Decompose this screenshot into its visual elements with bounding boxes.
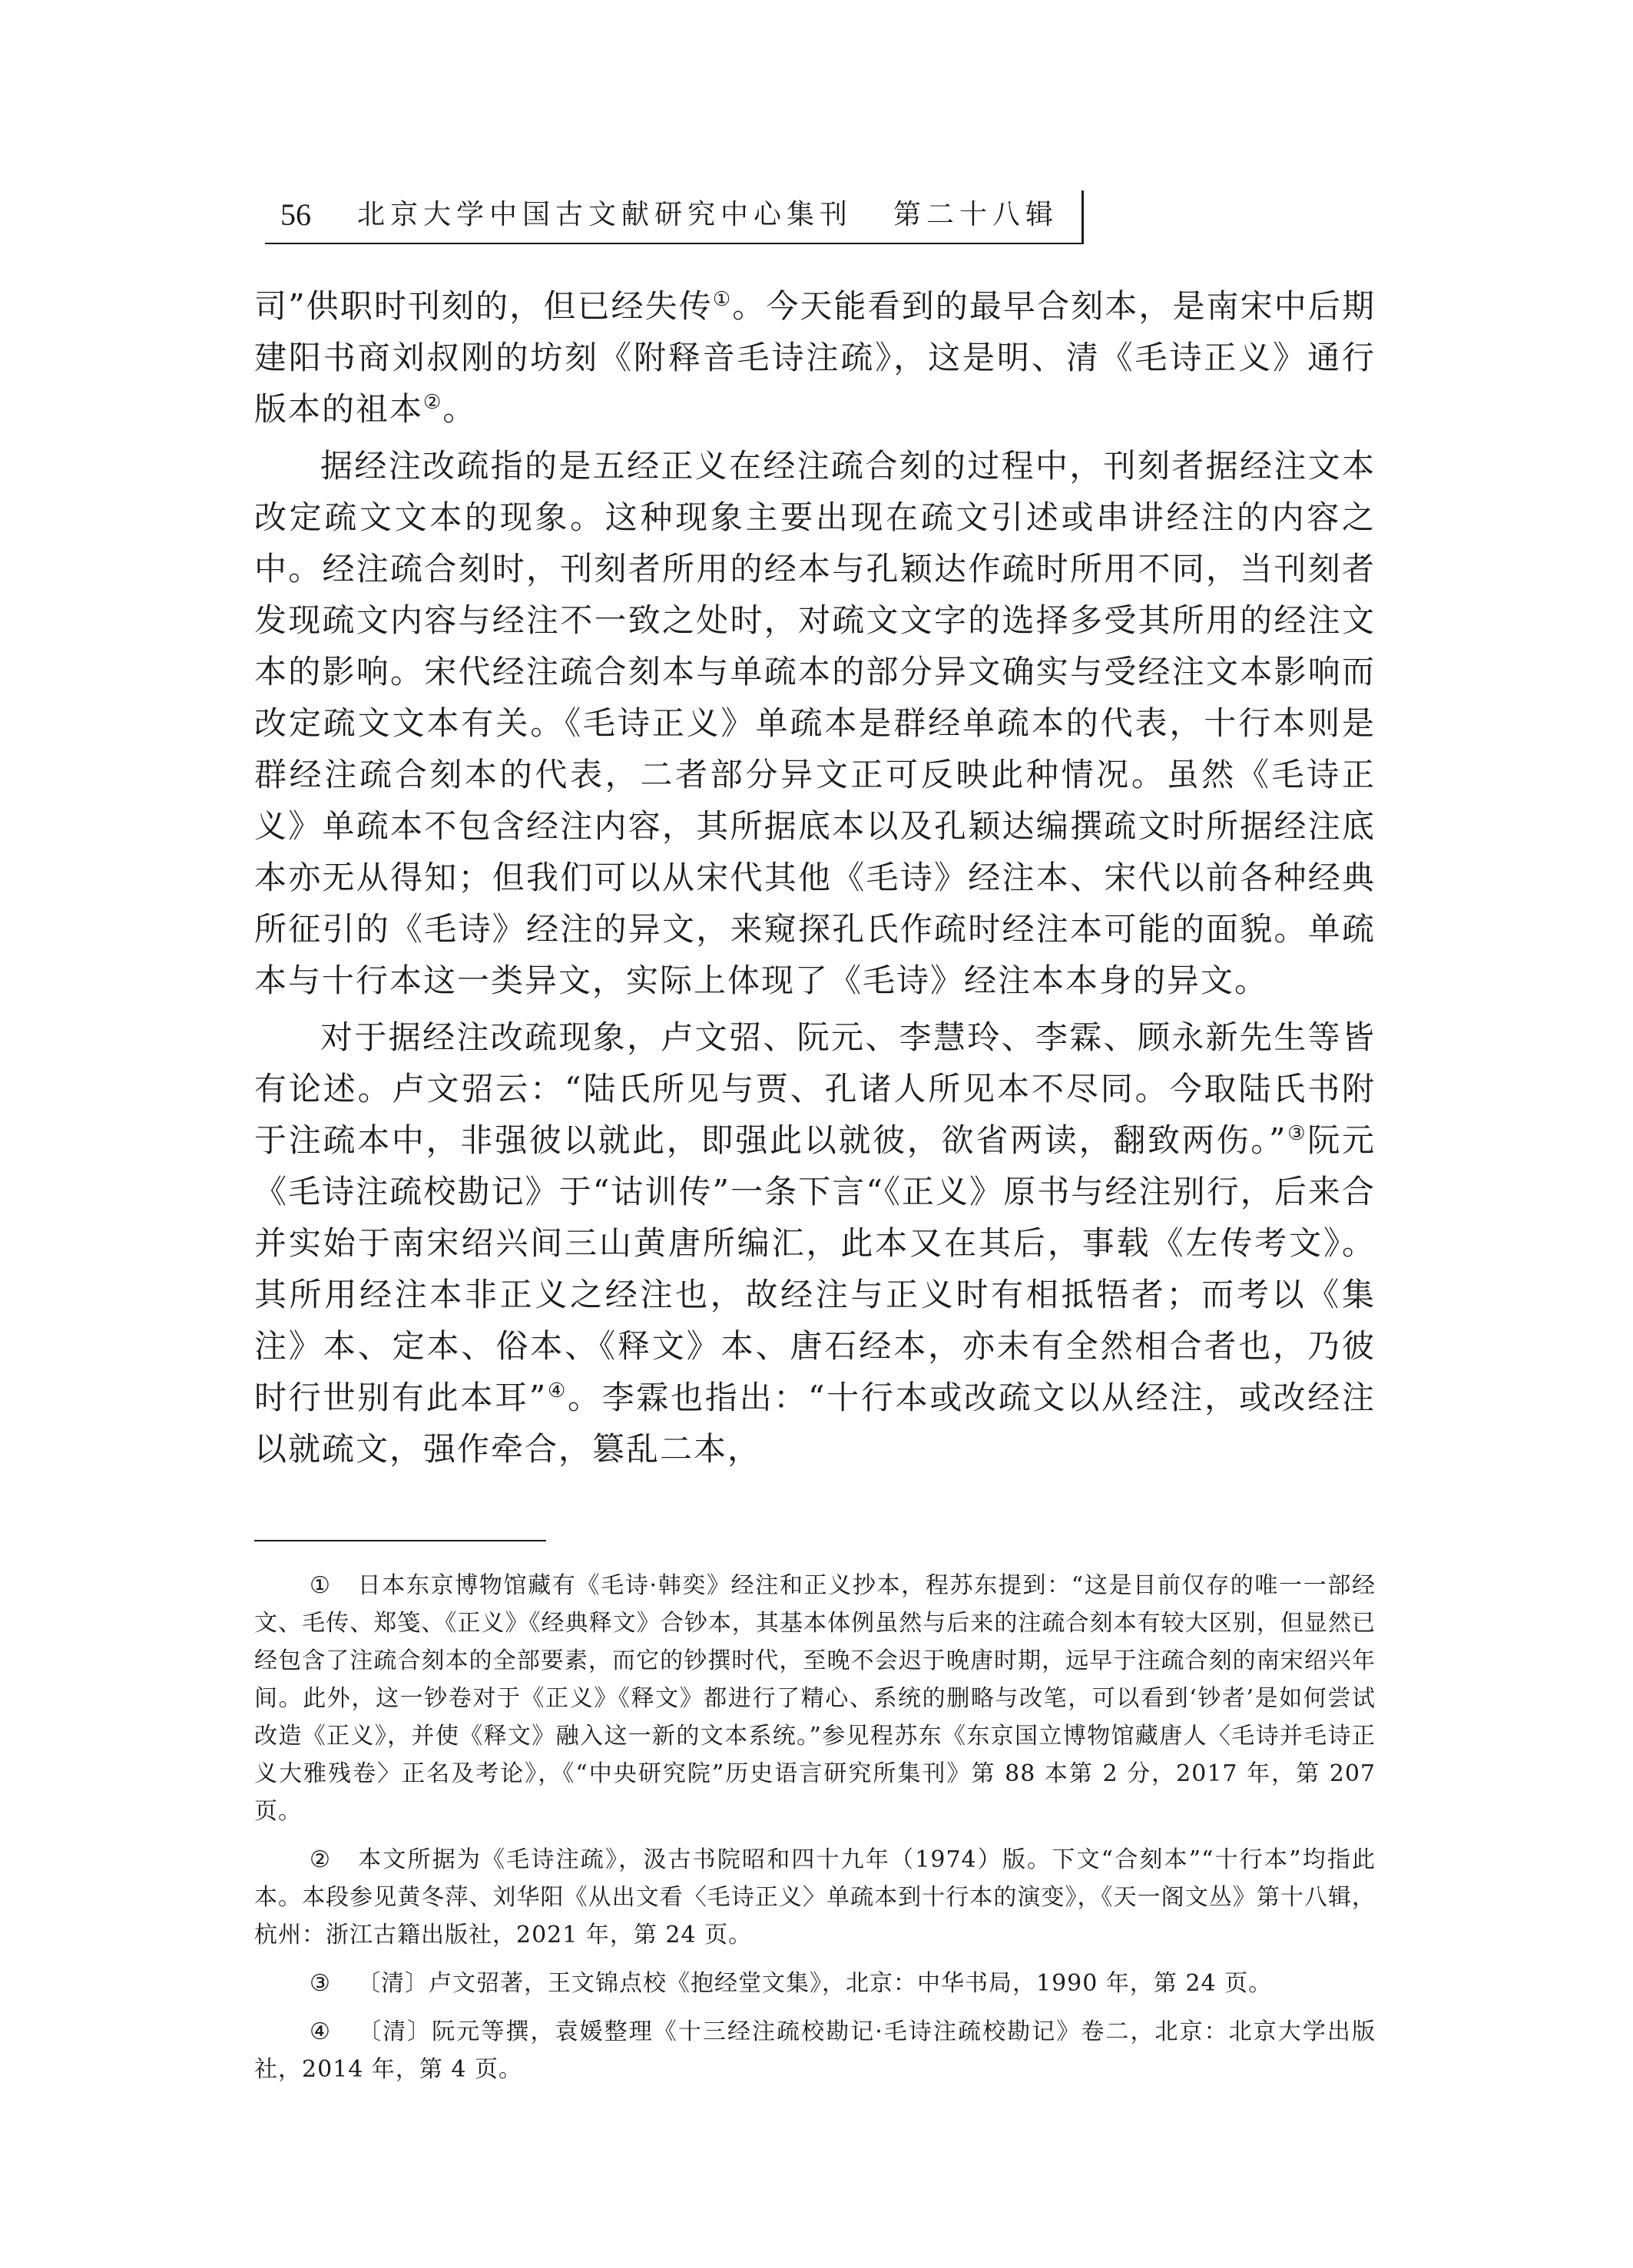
- running-header: [265, 188, 1081, 242]
- footnote-ref-2[interactable]: ②: [423, 391, 443, 414]
- paragraph-text: 对于据经注改疏现象，卢文弨、阮元、李慧玲、李霖、顾永新先生等皆有论述。卢文弨云：“陆氏所见与贾、孔诸人所见本不尽同。今取陆氏书附于注疏本中，非强彼以就此，即强此以就彼，欲省两读，翻致两伤。”: [254, 1018, 1376, 1159]
- footnote-1: [254, 1567, 1376, 1830]
- footnote-ref-3[interactable]: ③: [1287, 1122, 1308, 1145]
- header-rule: [265, 243, 1081, 244]
- page-number: 56: [280, 197, 311, 232]
- paragraph-2: [254, 440, 1376, 1006]
- footnote-3: [254, 1965, 1376, 2002]
- journal-title: 北京大学中国古文献研究中心集刊: [357, 199, 853, 230]
- footnote-mark: ④: [310, 2018, 331, 2045]
- paragraph-text: 据经注改疏指的是五经正义在经注疏合刻的过程中，刊刻者据经注文本改定疏文文本的现象。这种现象主要出现在疏文引述或串讲经注的内容之中。经注疏合刻时，刊刻者所用的经本与孔颖达作疏时所用不同，当刊刻者发现疏文内容与经注不一致之处时，对疏文文字的选择多受其所用的经注文本的影响。宋代经注疏合刻本与单疏本的部分异文确实与受经注文本影响而改定疏文文本有关。《毛诗正义》单疏本是群经单疏本的代表，十行本则是群经注疏合刻本的代表，二者部分异文正可反映此种情况。虽然《毛诗正义》单疏本不包含经注内容，其所据底本以及孔颖达编撰疏文时所据经注底本亦无从得知；但我们可以从宋代其他《毛诗》经注本、宋代以前各种经典所征引的《毛诗》经注的异文，来窥探孔氏作疏时经注本可能的面貌。单疏本与十行本这一类异文，实际上体现了《毛诗》经注本本身的异文。: [254, 447, 1376, 999]
- paragraph-3: [254, 1011, 1376, 1475]
- main-text: [254, 280, 1376, 1480]
- paragraph-text: 。李霖也指出：“十行本或改疏文以从经注，或改经注以就疏文，强作牵合，篡乱二本，: [254, 1379, 1376, 1468]
- paragraph-text: 阮元《毛诗注疏校勘记》于“诂训传”一条下言“《正义》原书与经注别行，后来合并实始于南宋绍兴间三山黄唐所编汇，此本又在其后，事载《左传考文》。其所用经注本非正义之经注也，故经注与正义时有相抵牾者；而考以《集注》本、定本、俗本、《释文》本、唐石经本，亦未有全然相合者也，乃彼时行世别有此本耳”: [254, 1121, 1376, 1416]
- footnote-text: 〔清〕阮元等撰，袁媛整理《十三经注疏校勘记·毛诗注疏校勘记》卷二，北京：北京大学出版社，2014 年，第 4 页。: [254, 2018, 1376, 2083]
- paragraph-text: 。今天能看到的最早合刻本，是南宋中后期建阳书商刘叔刚的坊刻《附释音毛诗注疏》，这是明、清《毛诗正义》通行版本的祖本: [254, 287, 1376, 428]
- footnote-ref-1[interactable]: ①: [712, 288, 733, 311]
- footnotes: [254, 1567, 1376, 2099]
- footnote-mark: ③: [310, 1970, 331, 1997]
- footnote-4: [254, 2013, 1376, 2088]
- footnote-text: 本文所据为《毛诗注疏》，汲古书院昭和四十九年（1974）版。下文“合刻本”“十行本”均指此本。本段参见黄冬萍、刘华阳《从出文看〈毛诗正义〉单疏本到十行本的演变》，《天一阁文丛》第十八辑，杭州：浙江古籍出版社，2021 年，第 24 页。: [254, 1846, 1376, 1948]
- footnote-mark: ②: [310, 1846, 331, 1873]
- footnote-text: 〔清〕卢文弨著，王文锦点校《抱经堂文集》，北京：中华书局，1990 年，第 24 页。: [357, 1970, 1273, 1997]
- paragraph-text: 。: [442, 390, 477, 428]
- paragraph-1: [254, 280, 1376, 435]
- footnote-ref-4[interactable]: ④: [547, 1379, 568, 1402]
- footnote-2: [254, 1841, 1376, 1954]
- paragraph-text: 司”供职时刊刻的，但已经失传: [254, 287, 713, 325]
- footnote-mark: ①: [310, 1572, 331, 1599]
- footnote-text: 日本东京博物馆藏有《毛诗·韩奕》经注和正义抄本，程苏东提到：“这是目前仅存的唯一一部经文、毛传、郑笺、《正义》《经典释文》合钞本，其基本体例虽然与后来的注疏合刻本有较大区别，但显然已经包含了注疏合刻本的全部要素，而它的钞撰时代，至晚不会迟于晚唐时期，远早于注疏合刻的南宋绍兴年间。此外，这一钞卷对于《正义》《释文》都进行了精心、系统的删略与改笔，可以看到‘钞者’是如何尝试改造《正义》，并使《释文》融入这一新的文本系统。”参见程苏东《东京国立博物馆藏唐人〈毛诗并毛诗正义大雅残卷〉正名及考论》，《“中央研究院”历史语言研究所集刊》第 88 本第 2 分，2017 年，第 207 页。: [254, 1572, 1376, 1825]
- footnote-separator: [254, 1540, 546, 1541]
- header-vertical-bar: [1081, 190, 1084, 244]
- issue-label: 第二十八辑: [893, 199, 1058, 230]
